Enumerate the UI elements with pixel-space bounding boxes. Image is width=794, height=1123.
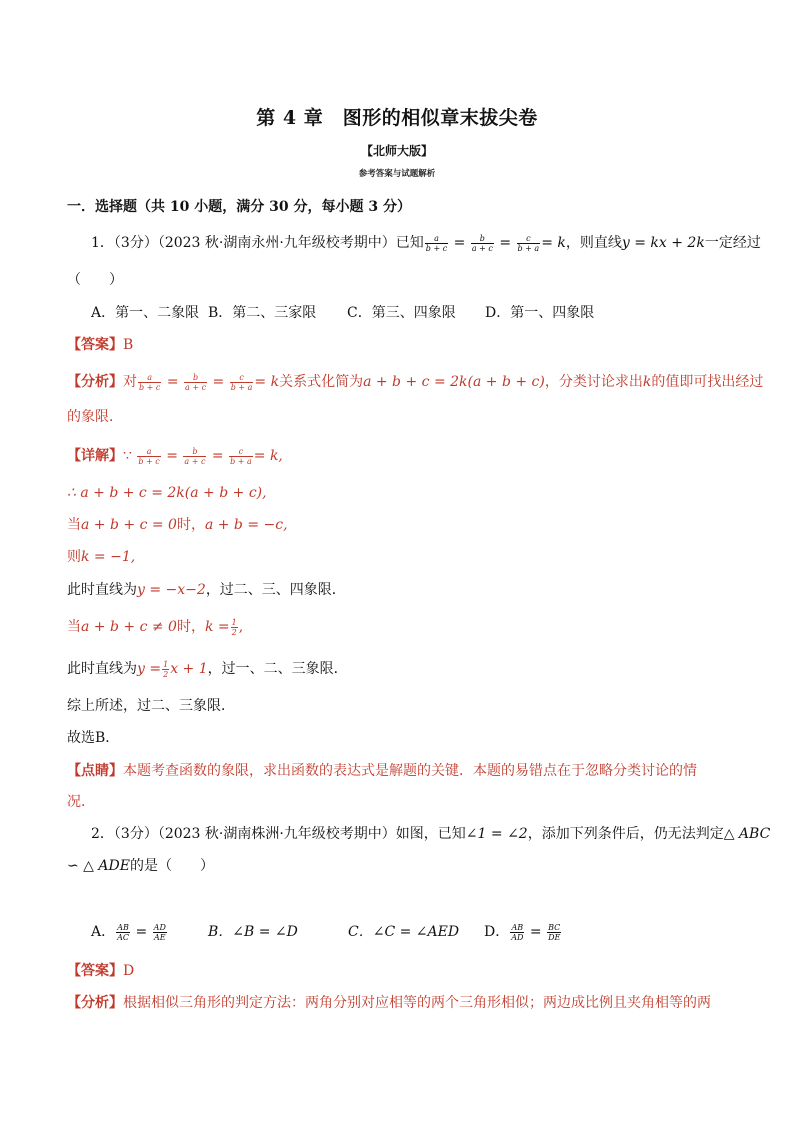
q1-step2: 当a + b + c = 0时，a + b = −c, bbox=[67, 517, 288, 533]
q1-step3: 则k = −1, bbox=[67, 549, 136, 565]
q1-detail-line1: 【详解】∵ $\frac{a}{b + c}$ = $\frac{b}{a + c}$ = $\frac{c}{b + a}$ = k, bbox=[67, 446, 283, 466]
q2-option-a[interactable]: A． $\frac{AB}{AC}$ = $\frac{AD}{AE}$ bbox=[91, 922, 166, 942]
q2-analysis: 【分析】根据相似三角形的判定方法：两角分别对应相等的两个三角形相似；两边成比例且夹角相等的两 bbox=[67, 995, 711, 1011]
q2-answer: 【答案】D bbox=[67, 963, 135, 979]
q1-tip-line1: 【点睛】本题考查函数的象限，求出函数的表达式是解题的关键．本题的易错点在于忽略分类讨论的情 bbox=[67, 763, 697, 779]
q1-step8: 故选B． bbox=[67, 730, 120, 746]
q1-analysis-line2: 的象限． bbox=[67, 409, 123, 425]
q1-paren: （ ） bbox=[67, 272, 123, 288]
q1-prefix: 1．（3分）（2023 秋·湖南永州·九年级校考期中）已知 bbox=[91, 235, 424, 251]
subtitle: 参考答案与试题解析 bbox=[358, 169, 436, 179]
q2-options bbox=[91, 922, 562, 942]
page-title: 第 4 章 图形的相似章末拔尖卷 bbox=[256, 107, 538, 129]
q1-step6: 此时直线为y = $\frac{1}{2}$ x + 1，过一、二、三象限． bbox=[67, 659, 348, 679]
section-heading: 一．选择题（共 10 小题，满分 30 分，每小题 3 分） bbox=[67, 199, 411, 215]
q1-frac1: $\frac{a}{b + c}$ bbox=[425, 233, 448, 253]
q2-option-d[interactable]: D． $\frac{AB}{AD}$ = $\frac{BC}{DE}$ bbox=[484, 922, 561, 942]
q1-option-b[interactable]: B．第二、三家限 bbox=[208, 305, 317, 321]
q1-step7: 综上所述，过二、三象限． bbox=[67, 698, 235, 714]
q1-option-c[interactable]: C．第三、四象限 bbox=[347, 305, 456, 321]
q2-option-b[interactable]: B．∠B = ∠D bbox=[208, 924, 298, 940]
q1-step5: 当a + b + c ≠ 0时，k = $\frac{1}{2}$ , bbox=[67, 617, 244, 637]
q1-options bbox=[91, 303, 594, 323]
q1-answer bbox=[67, 335, 133, 355]
answer-value: B bbox=[123, 337, 134, 353]
answer-tag: 【答案】 bbox=[67, 337, 123, 353]
q1-analysis-frac3: $\frac{c}{b + a}$ bbox=[230, 372, 253, 392]
q1-stem: 1．（3分）（2023 秋·湖南永州·九年级校考期中）已知 $\frac{a}{b + c}$ = $\frac{b}{a + c}$ = $\frac{c}{b + a}$ = k，则直线y = kx + 2k一定经过 bbox=[91, 233, 761, 253]
q1-step1: ∴ a + b + c = 2k(a + b + c), bbox=[67, 485, 267, 501]
q1-tip-line2: 况． bbox=[67, 794, 95, 810]
q2-option-c[interactable]: C．∠C = ∠AED bbox=[348, 924, 460, 940]
q1-analysis-frac2: $\frac{b}{a + c}$ bbox=[185, 372, 207, 392]
q2-stem: 2．（3分）（2023 秋·湖南株洲·九年级校考期中）如图，已知∠1 = ∠2，添加下列条件后，仍无法判定△ ABC bbox=[91, 826, 771, 842]
edition-label: 【北师大版】 bbox=[360, 144, 433, 158]
q1-line-equation: y = kx + 2k bbox=[621, 235, 705, 251]
q1-analysis-frac1: $\frac{a}{b + c}$ bbox=[139, 372, 161, 392]
q1-frac2: $\frac{b}{a + c}$ bbox=[471, 233, 493, 253]
q1-step4: 此时直线为y = −x−2，过二、三、四象限． bbox=[67, 582, 346, 598]
q1-option-a[interactable]: A．第一、二象限 bbox=[91, 305, 200, 321]
q1-analysis-line1: 【分析】对 $\frac{a}{b + c}$ = $\frac{b}{a + c}$ = $\frac{c}{b + a}$ = k关系式化简为a + b + c = 2k(a + b + c)，分类讨论求出k的值即可找出经过 bbox=[67, 372, 764, 392]
q2-stem-line2: ∽ △ ADE的是（ ） bbox=[67, 858, 214, 874]
q1-frac3: $\frac{c}{b + a}$ bbox=[517, 233, 540, 253]
q1-option-d[interactable]: D．第一、四象限 bbox=[485, 305, 595, 321]
